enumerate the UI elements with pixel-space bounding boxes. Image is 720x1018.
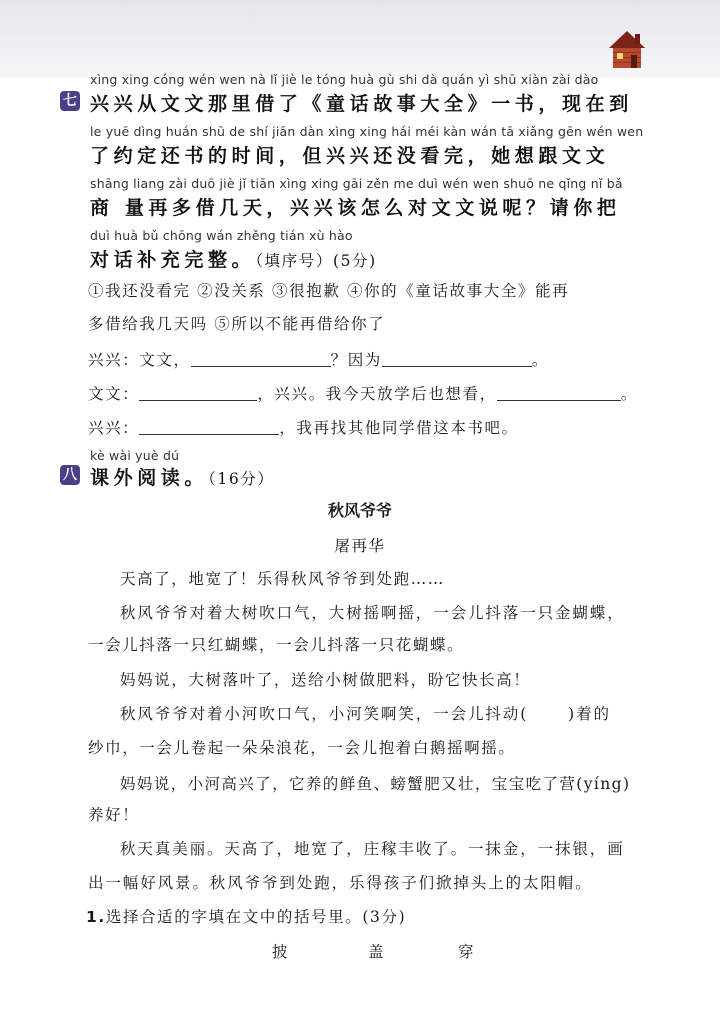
passage-paragraph-5-line-2: 养好！: [88, 806, 140, 824]
dialogue-2-part-b: ，兴兴。我今天放学后也想看，: [257, 385, 497, 403]
question-line-3: 商 量再多借几天，兴兴该怎么对文文说呢？请你把: [90, 197, 621, 219]
passage-paragraph-2-line-1: 秋风爷爷对着大树吹口气，大树摇啊摇，一会儿抖落一只金蝴蝶，: [120, 604, 625, 622]
section-8-heading-text: 课外阅读。: [90, 467, 209, 489]
dialogue-line-2: [88, 382, 638, 404]
passage-paragraph-5-line-1: 妈妈说，小河高兴了，它养的鲜鱼、螃蟹肥又壮，宝宝吃了营(yíng): [120, 775, 631, 793]
question-1-text: 选择合适的字填在文中的括号里。(3分): [105, 908, 407, 926]
answer-blank[interactable]: [139, 384, 257, 401]
question-1: [86, 905, 406, 927]
passage-paragraph-3: 妈妈说，大树落叶了，送给小树做肥料，盼它快长高！: [120, 671, 531, 689]
paragraph-4-text-a: 秋风爷爷对着小河吹口气，小河笑啊笑，一会儿抖动(: [120, 705, 529, 723]
answer-blank[interactable]: [382, 350, 532, 367]
dialogue-3-part-a: 兴兴：: [88, 419, 140, 437]
passage-paragraph-2-line-2: 一会儿抖落一只红蝴蝶，一会儿抖落一只花蝴蝶。: [88, 636, 465, 654]
choice-2: 盖: [368, 943, 386, 961]
answer-blank[interactable]: [497, 384, 621, 401]
section-8-note: （16分）: [208, 470, 275, 488]
question-note: （填序号）(5分): [255, 252, 377, 270]
dialogue-1-part-b: ？因为: [330, 351, 382, 369]
pinyin-line-3: shāng liang zài duō jiè jǐ tiān xìng xing gāi zěn me duì wén wen shuō ne qǐng nǐ bǎ: [90, 176, 623, 191]
options-line-1: ①我还没看完 ②没关系 ③很抱歉 ④你的《童话故事大全》能再: [88, 282, 570, 300]
section-8-pinyin: kè wài yuè dú: [90, 448, 180, 463]
passage-paragraph-4-line-2: 纱巾，一会儿卷起一朵朵浪花，一会儿抱着白鹅摇啊摇。: [88, 739, 516, 757]
question-1-number: 1.: [86, 908, 106, 926]
pinyin-line-4: duì huà bǔ chōng wán zhěng tián xù hào: [90, 228, 353, 243]
answer-blank[interactable]: [191, 350, 331, 367]
passage-paragraph-1: 天高了，地宽了！乐得秋风爷爷到处跑……: [120, 570, 445, 588]
pinyin-line-2: le yuē dìng huán shū de shí jiān dàn xìng xing hái méi kàn wán tā xiǎng gēn wén wen: [90, 124, 644, 139]
question-line-4: [90, 245, 377, 272]
dialogue-2-part-c: 。: [620, 385, 638, 403]
choice-3: 穿: [458, 943, 476, 961]
question-line-2: 了约定还书的时间，但兴兴还没看完，她想跟文文: [90, 145, 610, 167]
passage-paragraph-6-line-1: 秋天真美丽。天高了，地宽了，庄稼丰收了。一抹金，一抹银，画: [120, 840, 625, 858]
dialogue-1-part-c: 。: [531, 351, 550, 369]
section-8-heading: [90, 463, 275, 490]
dialogue-2-part-a: 文文：: [88, 385, 140, 403]
passage-paragraph-6-line-2: 出一幅好风景。秋风爷爷到处跑，乐得孩子们掀掉头上的太阳帽。: [88, 874, 593, 892]
pinyin-line-1: xìng xing cóng wén wen nà lǐ jiè le tóng huà gù shi dà quán yì shū xiàn zài dào: [90, 72, 599, 87]
answer-blank[interactable]: [139, 418, 279, 435]
dialogue-line-3: [88, 416, 519, 438]
question-line-4-text: 对话补充完整。: [90, 249, 256, 271]
passage-title: 秋风爷爷: [327, 501, 392, 520]
passage-paragraph-4-line-1: [120, 702, 611, 724]
options-line-2: 多借给我几天吗 ⑤所以不能再借给你了: [88, 315, 386, 333]
choice-1: 披: [272, 943, 290, 961]
dialogue-1-part-a: 兴兴：文文，: [88, 351, 191, 369]
section-7-badge: 七: [60, 91, 80, 111]
question-line-1: 兴兴从文文那里借了《童话故事大全》一书，现在到: [90, 93, 633, 115]
house-icon: [607, 28, 647, 70]
section-8-badge: 八: [60, 465, 80, 485]
dialogue-3-part-b: ，我再找其他同学借这本书吧。: [279, 419, 519, 437]
passage-author: 屠再华: [334, 537, 386, 555]
paragraph-4-text-b: )着的: [568, 705, 611, 723]
dialogue-line-1: [88, 348, 549, 370]
